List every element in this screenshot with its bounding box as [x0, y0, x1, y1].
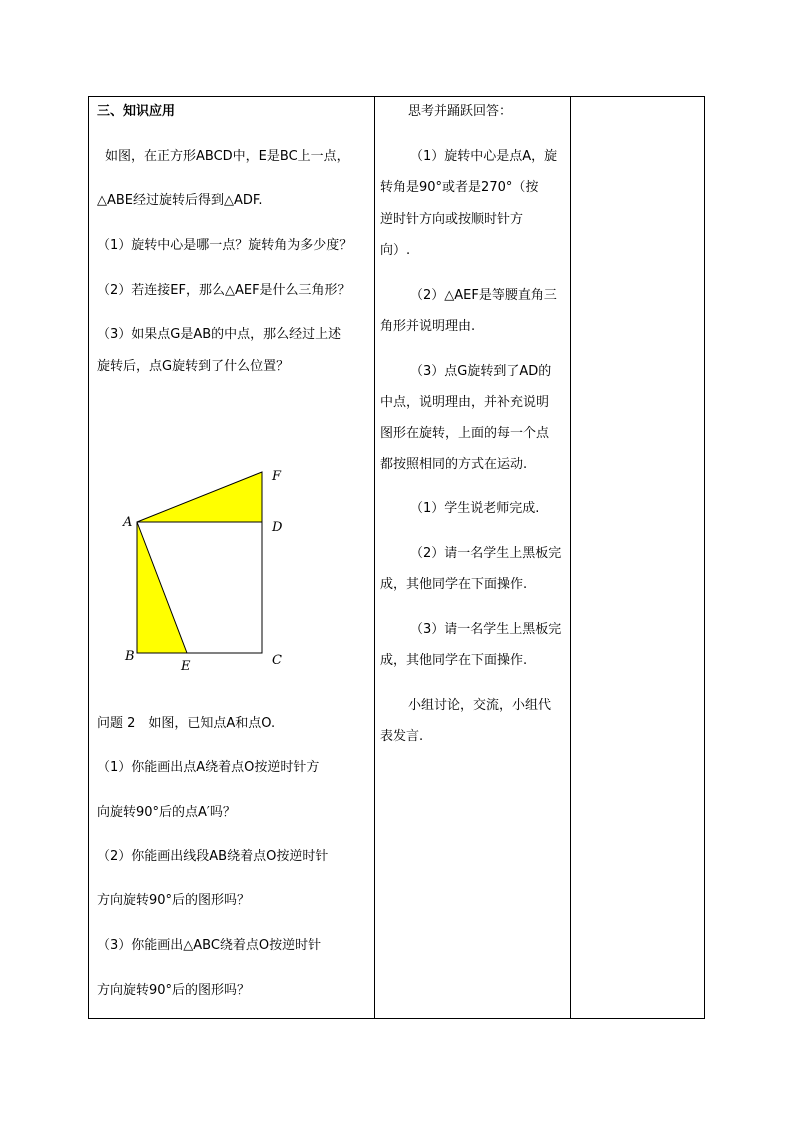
answer-3-line3: 图形在旋转，上面的每一个点	[380, 426, 550, 441]
column-divider-2	[570, 97, 571, 1018]
problem-2-q1-line1: （1）你能画出点A绕着点O按逆时针方	[97, 760, 320, 775]
answer-3-line2: 中点，说明理由，并补充说明	[380, 395, 550, 410]
question-3-line1: （3）如果点G是AB的中点，那么经过上述	[97, 327, 342, 342]
triangle-adf	[137, 472, 262, 522]
activity-3-line2: 成，其他同学在下面操作.	[380, 653, 528, 668]
problem-2-q3-line2: 方向旋转90°后的图形吗？	[97, 983, 251, 998]
activity-2-line1: （2）请一名学生上黑板完	[410, 546, 562, 561]
activity-1: （1）学生说老师完成.	[410, 501, 540, 516]
triangle-abe	[137, 522, 187, 653]
group-discussion-line1: 小组讨论，交流，小组代	[408, 698, 552, 713]
problem-2-heading: 问题 2 如图，已知点A和点O.	[97, 716, 276, 731]
label-a: A	[123, 515, 133, 530]
problem-intro-line1: 如图，在正方形ABCD中，E是BC上一点，	[105, 149, 350, 164]
middle-intro: 思考并踊跃回答：	[408, 104, 513, 119]
square-rotation-figure	[118, 462, 298, 674]
answer-1-line3: 逆时针方向或按顺时针方	[380, 212, 524, 227]
answer-2-line2: 角形并说明理由.	[380, 319, 476, 334]
label-b: B	[125, 649, 135, 664]
question-2: （2）若连接EF，那么△AEF是什么三角形？	[97, 283, 351, 298]
answer-1-line4: 向）.	[380, 243, 411, 258]
problem-2-q2-line2: 方向旋转90°后的图形吗？	[97, 893, 251, 908]
activity-2-line2: 成，其他同学在下面操作.	[380, 577, 528, 592]
question-1: （1）旋转中心是哪一点？旋转角为多少度？	[97, 238, 353, 253]
section-heading: 三、知识应用	[97, 104, 176, 119]
answer-2-line1: （2）△AEF是等腰直角三	[410, 288, 557, 303]
problem-2-q1-line2: 向旋转90°后的点A′吗？	[97, 805, 236, 820]
answer-3-line1: （3）点G旋转到了AD的	[410, 364, 552, 379]
label-e: E	[181, 659, 191, 674]
group-discussion-line2: 表发言.	[380, 729, 424, 744]
problem-2-q2-line1: （2）你能画出线段AB绕着点O按逆时针	[97, 849, 329, 864]
problem-intro-line2: △ABE经过旋转后得到△ADF.	[97, 193, 263, 208]
activity-3-line1: （3）请一名学生上黑板完	[410, 622, 562, 637]
answer-1-line2: 转角是90°或者是270°（按	[380, 180, 539, 195]
column-divider-1	[374, 97, 375, 1018]
answer-3-line4: 都按照相同的方式在运动.	[380, 457, 528, 472]
label-f: F	[272, 469, 282, 484]
question-3-line2: 旋转后，点G旋转到了什么位置？	[97, 359, 290, 374]
label-c: C	[272, 653, 282, 668]
label-d: D	[272, 520, 283, 535]
answer-1-line1: （1）旋转中心是点A，旋	[410, 149, 558, 164]
problem-2-q3-line1: （3）你能画出△ABC绕着点O按逆时针	[97, 938, 322, 953]
